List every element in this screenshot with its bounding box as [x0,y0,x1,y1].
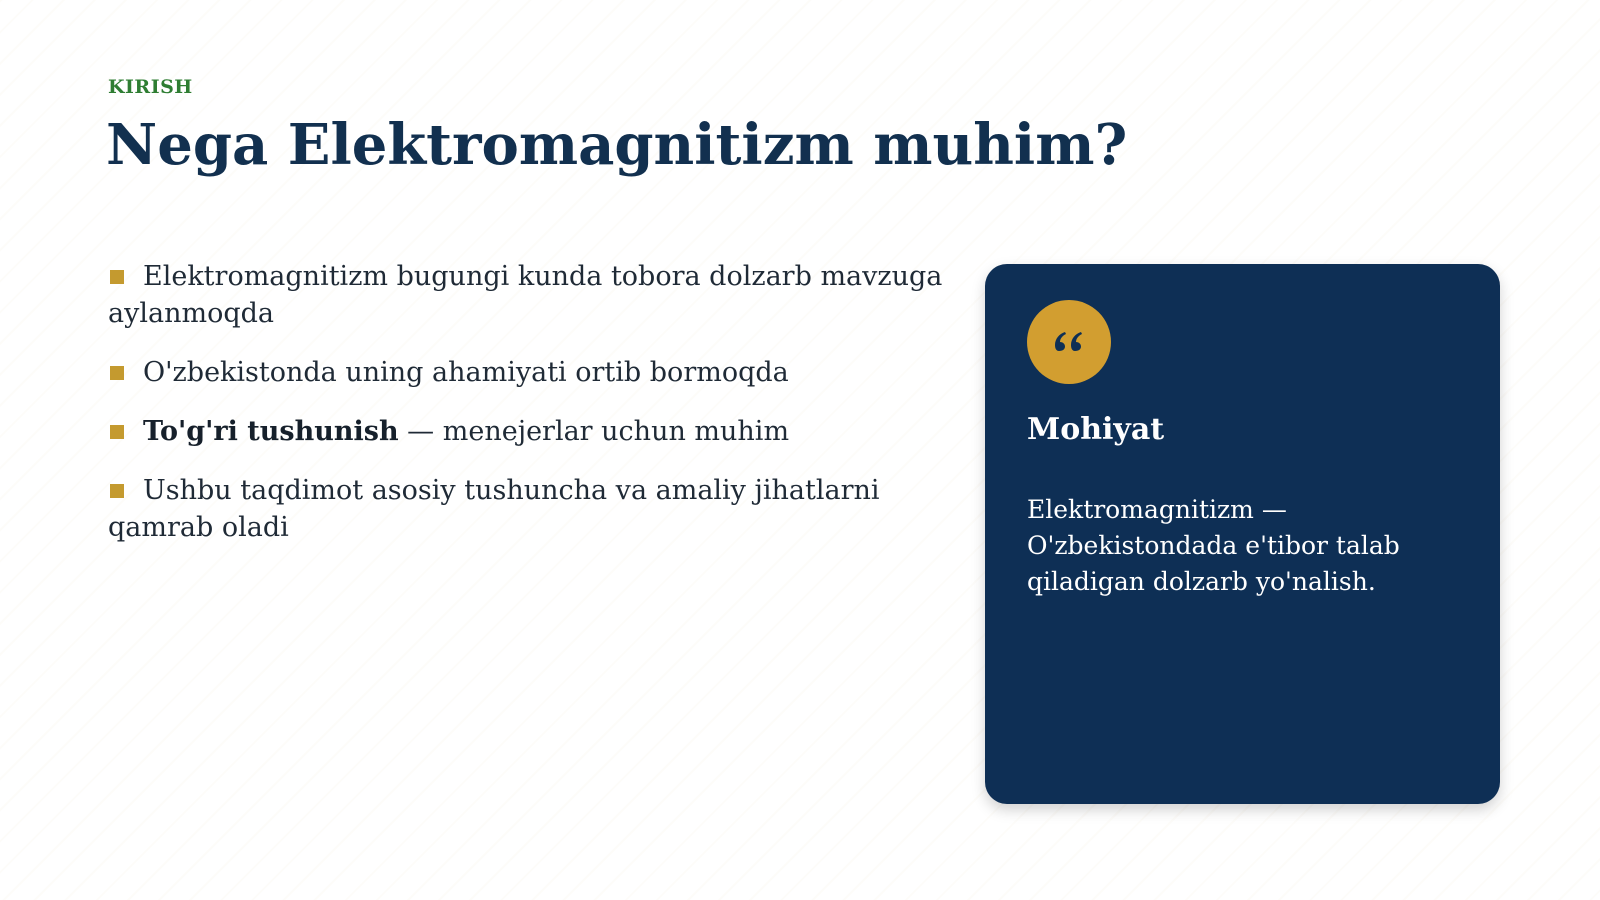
quote-icon [1027,300,1111,384]
bullet-item [108,413,968,450]
bullet-marker [110,425,124,439]
bullet-marker [110,270,124,284]
bullet-item [108,258,968,332]
bullet-text: O'zbekistonda uning ahamiyati ortib bormoqda [143,357,789,388]
highlight-card [985,264,1500,804]
bullet-marker [110,366,124,380]
slide-title: Nega Elektromagnitizm muhim? [106,112,1128,178]
card-title: Mohiyat [1027,412,1165,447]
bullet-item [108,354,968,391]
section-label: KIRISH [108,76,193,98]
bullet-item [108,472,968,546]
bullet-text: Elektromagnitizm bugungi kunda tobora dolzarb mavzuga aylanmoqda [108,261,943,329]
bullet-text: Ushbu taqdimot asosiy tushuncha va amaliy jihatlarni qamrab oladi [108,475,880,543]
bullet-list [108,258,968,568]
bullet-marker [110,484,124,498]
card-body: Elektromagnitizm — O'zbekistondada e'tibor talab qiladigan dolzarb yo'nalish. [1027,495,1400,596]
bullet-text: — menejerlar uchun muhim [398,416,790,447]
bullet-bold-text: To'g'ri tushunish [143,416,399,447]
